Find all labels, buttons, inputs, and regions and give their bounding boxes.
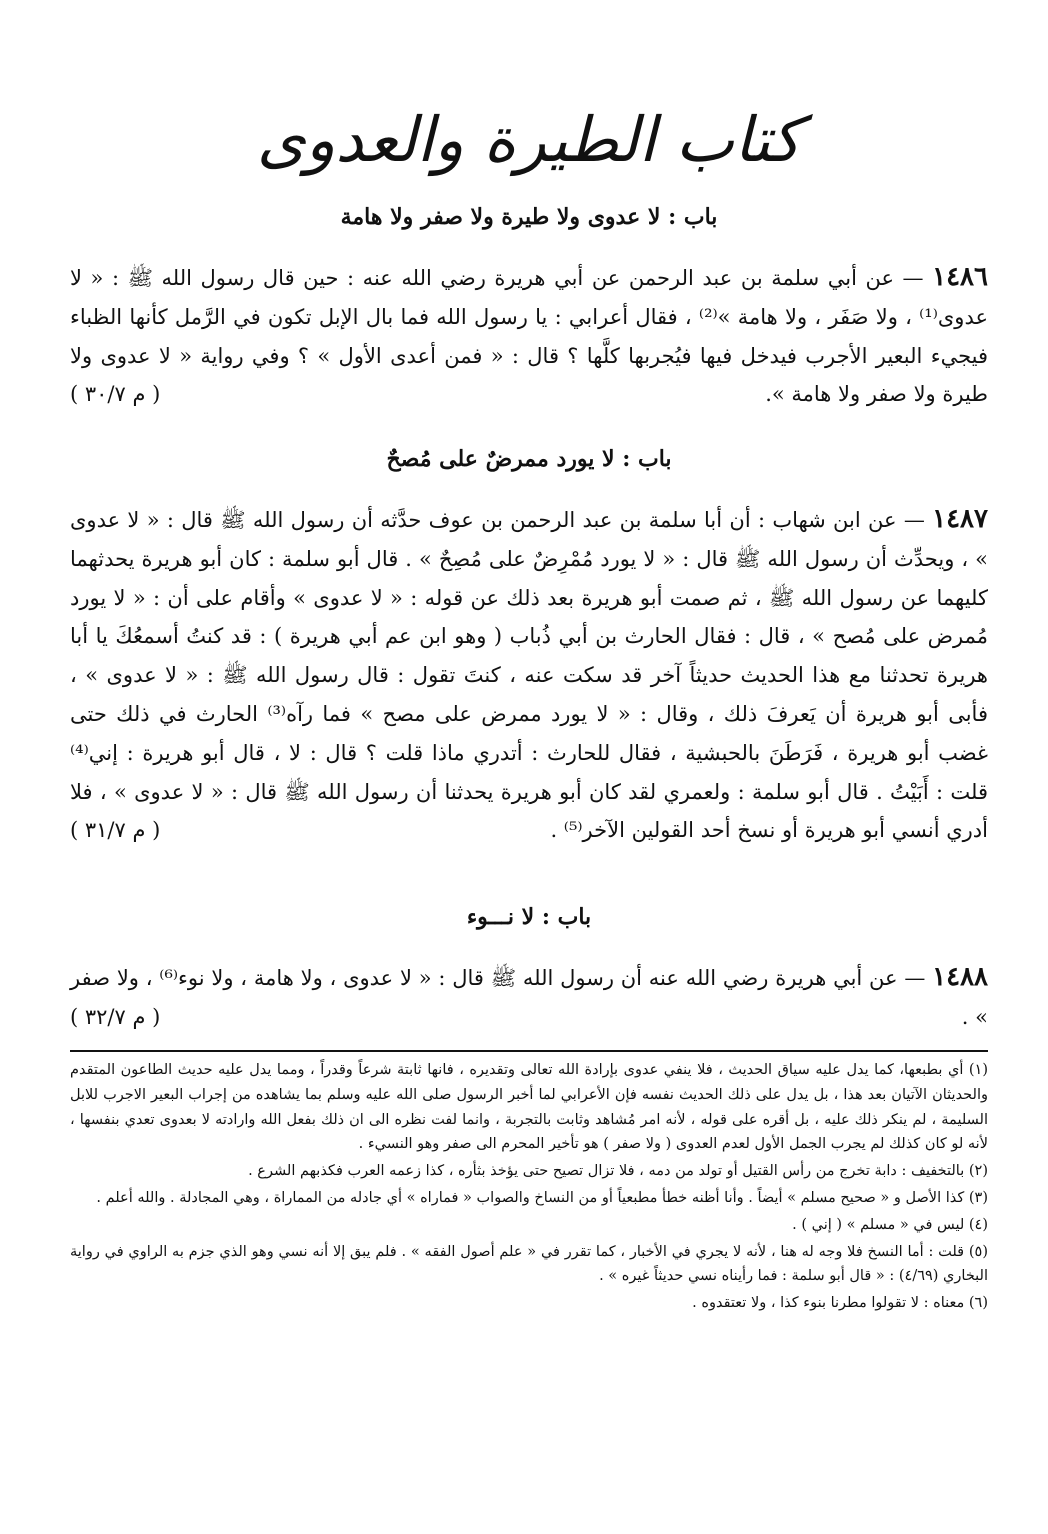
hadith-text: — عن ابن شهاب : أن أبا سلمة بن عبد الرحمن بن عوف حدَّثه أن رسول الله ﷺ قال : « لا عدوى » ، ويحدِّث أن رسول الله ﷺ قال : « لا يورد مُمْرِضٌ على مُصِحٌ » . قال أبو سلمة : كان أبو هريرة يحدثهما كليهما عن رسول الله ﷺ ، ثم صمت أبو هريرة بعد ذلك عن قوله : « لا عدوى » وأقام على أن : « لا يورد مُمرض على مُصح » ، قال : فقال الحارث بن أبي ذُباب ( وهو ابن عم أبي هريرة ) : قد كنتُ أسمعُكَ يا أبا هريرة تحدثنا مع هذا الحديث حديثاً آخر قد سكت عنه ، كنتَ تقول : قال رسول الله ﷺ : « لا عدوى » ، فأبى أبو هريرة أن يَعرفَ ذلك ، وقال : « لا يورد ممرض على مصح » فما رآه⁽³⁾ الحارث في ذلك حتى غضب أبو هريرة ، فَرَطَنَ بالحبشية ، فقال للحارث : أتدري ماذا قلت ؟ قال : لا ، قال أبو هريرة : إني⁽⁴⁾ قلت : أَبَيْتُ . قال أبو سلمة : ولعمري لقد كان أبو هريرة يحدثنا أن رسول الله ﷺ قال : « لا عدوى » ، فلا أدري أنسي أبو هريرة أو نسخ أحد القولين الآخر⁽⁵⁾ . — [70, 508, 988, 843]
footnote-3: (٣) كذا الأصل و « صحيح مسلم » أيضاً . وأنا أظنه خطأ مطبعياً أو من النساخ والصواب « فماراه » أي جادله من المماراة ، وهي المجادلة . والله أعلم . — [96, 1189, 988, 1206]
hadith-number: ١٤٨٧ — [932, 504, 988, 534]
hadith-text: — عن أبي هريرة رضي الله عنه أن رسول الله ﷺ قال : « لا عدوى ، ولا هامة ، ولا نوء⁽⁶⁾ ، ولا صفر » . — [70, 966, 988, 1029]
book-title: كتاب الطيرة والعدوى — [256, 103, 802, 176]
document-page — [70, 0, 988, 1534]
footnote-2: (٢) بالتخفيف : دابة تخرج من رأس القتيل أو تولد من دمه ، فلا تزال تصيح حتى يؤخذ بثأره ، كذا زعمه العرب فكذبهم الشرع . — [248, 1163, 988, 1180]
hadith-text: — عن أبي سلمة بن عبد الرحمن عن أبي هريرة رضي الله عنه : حين قال رسول الله ﷺ : « لا عدوى⁽¹⁾ ، ولا صَفَر ، ولا هامة »⁽²⁾ ، فقال أعرابي : يا رسول الله فما بال الإبل تكون في الرَّمل كأنها الظباء فيجيء البعير الأجرب فيدخل فيها فيُجربها كلَّها ؟ قال : « فمن أعدى الأول » ؟ وفي رواية « لا عدوى ولا طيرة ولا صفر ولا هامة ». — [70, 266, 988, 407]
chapter-heading-3: باب : لا نـــوء — [466, 904, 592, 930]
hadith-number: ١٤٨٨ — [932, 962, 988, 992]
footnote-divider — [70, 1050, 988, 1052]
hadith-reference: ( م ٣٠/٧ ) — [70, 382, 161, 407]
footnote-6: (٦) معناه : لا تقولوا مطرنا بنوء كذا ، ولا تعتقدوه . — [692, 1295, 988, 1312]
hadith-1486 — [70, 258, 988, 414]
footnote-5: (٥) قلت : أما النسخ فلا وجه له هنا ، لأنه لا يجري في الأخبار ، كما تقرر في « علم أصول الفقه » . فلم يبق إلا أنه نسي وهو الذي جزم به الراوي في رواية البخاري (٤/٦٩) : « قال أبو سلمة : فما رأيناه نسي حديثاً غيره » . — [70, 1243, 988, 1285]
footnotes — [70, 1058, 988, 1318]
footnote-1: (١) أي بطبعها، كما يدل عليه سياق الحديث ، فلا ينفي عدوى بإرادة الله تعالى وتقديره ، فانها ثابتة شرعاً وقدراً ، ومما يدل عليه حديث الطاعون المتقدم والحديثان الآتيان بعد هذا ، بل يدل على ذلك الحديث نفسه فإن الأعرابي لما أخبر الرسول صلى الله عليه وسلم بما يشاهده من إجراب البعير الاجرب للابل السليمة ، لم ينكر ذلك عليه ، بل أقره على قوله ، لأنه امر مُشاهد وثابت بالتجربة ، وانما لفت نظره الى ان ذلك بفعل الله وارادته لا بعدوى تعدي بنفسها ، لأنه لو كان كذلك لم يجرب الجمل الأول لعدم العدوى ( ولا صفر ) هو تأخير المحرم الى صفر وهو النسيء . — [70, 1062, 988, 1153]
hadith-reference: ( م ٣٢/٧ ) — [70, 1004, 161, 1029]
hadith-reference: ( م ٣١/٧ ) — [70, 818, 161, 843]
chapter-heading-2: باب : لا يورد ممرضٌ على مُصحٌ — [386, 446, 672, 472]
footnote-4: (٤) ليس في « مسلم » ( إني ) . — [792, 1216, 988, 1233]
hadith-1488 — [70, 958, 988, 1037]
hadith-number: ١٤٨٦ — [932, 262, 988, 292]
chapter-heading-1: باب : لا عدوى ولا طيرة ولا صفر ولا هامة — [340, 204, 718, 230]
hadith-1487 — [70, 500, 988, 850]
